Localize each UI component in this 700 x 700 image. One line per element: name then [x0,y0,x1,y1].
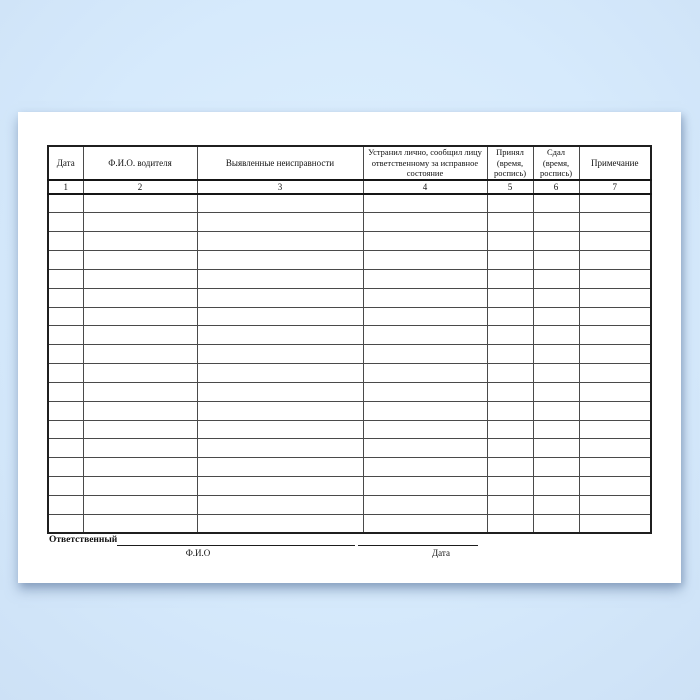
fio-label: Ф.И.О [185,548,211,558]
empty-cell [487,364,533,383]
empty-cell [533,382,579,401]
table-row [48,307,651,326]
empty-cell [579,307,651,326]
table-row [48,251,651,270]
col-number: 6 [533,180,579,194]
empty-cell [197,439,363,458]
date-label: Дата [432,548,450,558]
empty-cell [533,496,579,515]
empty-cell [83,288,197,307]
column-numbers-row [48,180,651,194]
empty-cell [363,439,487,458]
empty-cell [533,194,579,213]
empty-cell [48,345,83,364]
empty-cell [579,326,651,345]
empty-cell [197,288,363,307]
empty-cell [579,194,651,213]
empty-cell [197,514,363,533]
empty-cell [48,251,83,270]
empty-cell [579,382,651,401]
empty-cell [197,458,363,477]
empty-cell [83,439,197,458]
empty-cell [363,514,487,533]
table-row [48,496,651,515]
empty-cell [48,307,83,326]
empty-cell [533,439,579,458]
empty-cell [83,458,197,477]
empty-cell [48,401,83,420]
empty-cell [487,251,533,270]
empty-cell [363,420,487,439]
col-number: 1 [48,180,83,194]
empty-cell [533,269,579,288]
empty-cell [197,194,363,213]
table-row [48,420,651,439]
empty-cell [83,364,197,383]
col-header-driver-name: Ф.И.О. водителя [83,146,197,180]
empty-cell [533,213,579,232]
empty-cell [48,269,83,288]
empty-cell [83,213,197,232]
empty-cell [533,251,579,270]
empty-cell [579,364,651,383]
empty-cell [533,420,579,439]
table-row [48,269,651,288]
empty-cell [533,345,579,364]
empty-cell [533,307,579,326]
table-row [48,364,651,383]
empty-cell [48,194,83,213]
empty-cell [48,213,83,232]
empty-cell [83,420,197,439]
empty-cell [363,213,487,232]
empty-cell [487,420,533,439]
empty-cell [363,458,487,477]
col-number: 5 [487,180,533,194]
col-header-malfunctions: Выявленные неисправности [197,146,363,180]
empty-cell [579,213,651,232]
empty-cell [533,458,579,477]
empty-cell [533,288,579,307]
table-row [48,326,651,345]
empty-cell [197,345,363,364]
form-table [47,145,652,534]
empty-cell [487,439,533,458]
empty-cell [197,232,363,251]
table-body [48,194,651,533]
empty-cell [487,496,533,515]
empty-cell [197,477,363,496]
empty-cell [197,326,363,345]
empty-cell [579,439,651,458]
table-row [48,232,651,251]
empty-cell [363,307,487,326]
col-header-note: Примечание [579,146,651,180]
empty-cell [487,269,533,288]
empty-cell [363,382,487,401]
empty-cell [579,458,651,477]
empty-cell [83,345,197,364]
empty-cell [83,326,197,345]
empty-cell [197,364,363,383]
empty-cell [579,232,651,251]
empty-cell [579,477,651,496]
empty-cell [579,401,651,420]
empty-cell [363,364,487,383]
empty-cell [579,496,651,515]
col-number: 2 [83,180,197,194]
table-row [48,401,651,420]
table-row [48,288,651,307]
empty-cell [48,382,83,401]
empty-cell [48,477,83,496]
empty-cell [487,288,533,307]
empty-cell [487,514,533,533]
col-number: 4 [363,180,487,194]
empty-cell [48,496,83,515]
table-header-row [48,146,651,180]
empty-cell [197,401,363,420]
empty-cell [487,382,533,401]
col-number: 3 [197,180,363,194]
empty-cell [83,514,197,533]
empty-cell [579,514,651,533]
empty-cell [83,251,197,270]
empty-cell [533,326,579,345]
empty-cell [533,232,579,251]
empty-cell [363,288,487,307]
table-row [48,345,651,364]
table-row [48,382,651,401]
empty-cell [197,269,363,288]
empty-cell [83,307,197,326]
col-header-fixed-reported: Устранил лично, сообщил лицу ответственному за исправное состояние [363,146,487,180]
empty-cell [83,269,197,288]
empty-cell [363,345,487,364]
empty-cell [487,194,533,213]
empty-cell [579,251,651,270]
empty-cell [83,496,197,515]
empty-cell [363,401,487,420]
empty-cell [48,232,83,251]
empty-cell [48,420,83,439]
empty-cell [487,458,533,477]
empty-cell [363,496,487,515]
col-header-handed-over: Сдал (время, роспись) [533,146,579,180]
empty-cell [363,251,487,270]
empty-cell [48,514,83,533]
col-header-accepted: Принял (время, роспись) [487,146,533,180]
empty-cell [197,496,363,515]
empty-cell [197,251,363,270]
empty-cell [579,269,651,288]
table-row [48,458,651,477]
footer-responsible [49,535,355,546]
table-row [48,213,651,232]
responsible-label: Ответственный [49,535,118,545]
empty-cell [197,420,363,439]
empty-cell [579,345,651,364]
empty-cell [83,401,197,420]
form-table-wrap [47,145,652,534]
col-number: 7 [579,180,651,194]
empty-cell [83,194,197,213]
empty-cell [487,401,533,420]
empty-cell [48,439,83,458]
empty-cell [579,420,651,439]
empty-cell [197,307,363,326]
empty-cell [83,232,197,251]
empty-cell [83,477,197,496]
empty-cell [487,232,533,251]
empty-cell [363,232,487,251]
empty-cell [48,364,83,383]
empty-cell [533,401,579,420]
empty-cell [487,213,533,232]
empty-cell [197,213,363,232]
empty-cell [533,514,579,533]
empty-cell [48,288,83,307]
table-row [48,477,651,496]
empty-cell [363,269,487,288]
responsible-signature-line [117,535,355,546]
empty-cell [48,326,83,345]
empty-cell [487,477,533,496]
empty-cell [363,326,487,345]
empty-cell [533,477,579,496]
empty-cell [533,364,579,383]
empty-cell [487,307,533,326]
empty-cell [48,458,83,477]
empty-cell [579,288,651,307]
paper [18,112,681,583]
col-header-date: Дата [48,146,83,180]
table-row [48,514,651,533]
table-row [48,194,651,213]
empty-cell [487,345,533,364]
empty-cell [487,326,533,345]
empty-cell [83,382,197,401]
date-signature-line [358,535,478,546]
empty-cell [363,477,487,496]
table-row [48,439,651,458]
empty-cell [197,382,363,401]
empty-cell [363,194,487,213]
